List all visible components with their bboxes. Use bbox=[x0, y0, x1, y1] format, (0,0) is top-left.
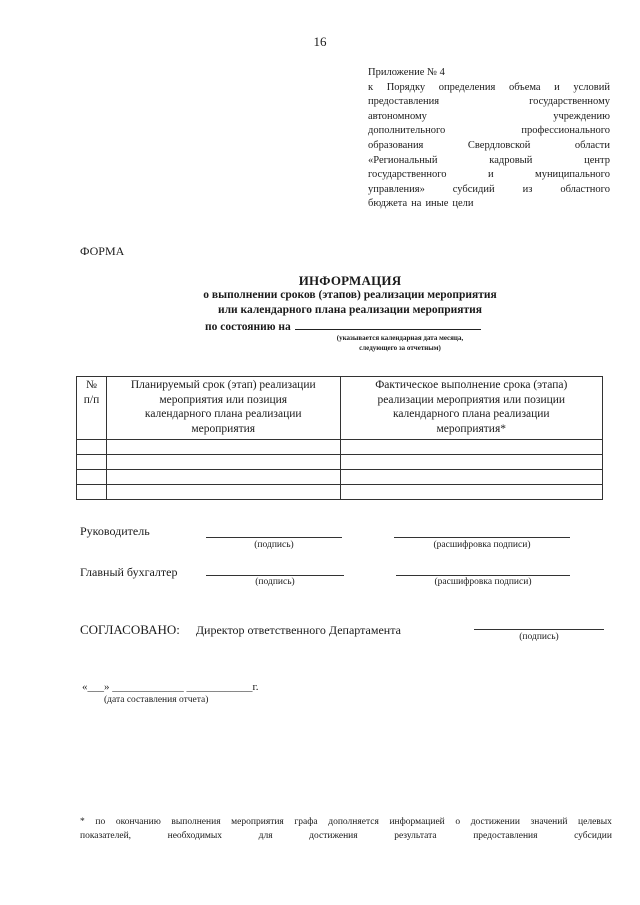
cell-planned[interactable] bbox=[106, 485, 340, 500]
cell-actual[interactable] bbox=[340, 440, 602, 455]
appendix-word: Приложение № 4 bbox=[368, 67, 445, 78]
footnote-word: целевых bbox=[578, 817, 612, 827]
appendix-word: образования bbox=[368, 139, 424, 151]
header-line: календарного плана реализации bbox=[392, 408, 550, 420]
table-row bbox=[77, 455, 603, 470]
agreed-signature-caption: (подпись) bbox=[519, 632, 559, 642]
footnote-word: * bbox=[80, 817, 85, 827]
appendix-word: «Региональный bbox=[368, 154, 438, 166]
appendix-word: объема bbox=[508, 81, 541, 93]
appendix-word: государственного bbox=[368, 169, 447, 181]
cell-actual[interactable] bbox=[340, 470, 602, 485]
agreed-label: СОГЛАСОВАНО: bbox=[80, 622, 180, 637]
appendix-word: автономному bbox=[368, 110, 427, 122]
appendix-line bbox=[368, 110, 610, 125]
accountant-label: Главный бухгалтер bbox=[80, 565, 178, 579]
appendix-word: Свердловской bbox=[467, 139, 531, 151]
footnote bbox=[80, 815, 612, 843]
appendix-line bbox=[368, 66, 610, 81]
appendix-word: цели bbox=[452, 198, 474, 210]
appendix-word: Порядку bbox=[386, 81, 426, 93]
state-date-note bbox=[300, 334, 500, 353]
appendix-word: областного bbox=[560, 183, 610, 195]
footnote-word: достижении bbox=[470, 817, 520, 827]
footnote-word: мероприятия bbox=[231, 817, 284, 827]
appendix-word: профессионального bbox=[521, 125, 610, 137]
appendix-word: управления» bbox=[368, 183, 425, 195]
schedule-table bbox=[76, 376, 603, 500]
appendix-line bbox=[368, 197, 610, 212]
cell-number[interactable] bbox=[77, 470, 107, 485]
cell-planned[interactable] bbox=[106, 455, 340, 470]
appendix-note bbox=[368, 66, 610, 212]
footnote-word: окончанию bbox=[115, 817, 161, 827]
footnote-word: значений bbox=[530, 817, 568, 827]
table-row bbox=[77, 485, 603, 500]
header-line: мероприятия bbox=[191, 422, 256, 435]
state-date-line bbox=[205, 318, 481, 333]
footnote-line bbox=[80, 815, 612, 829]
table-row bbox=[77, 440, 603, 455]
appendix-line bbox=[368, 154, 610, 169]
state-date-note-line-2: следующего за отчетным) bbox=[359, 343, 441, 352]
cell-planned[interactable] bbox=[106, 440, 340, 455]
footnote-word: результата bbox=[394, 831, 437, 841]
appendix-word: субсидий bbox=[452, 183, 495, 195]
document-subtitle-line-2: или календарного плана реализации мероприятия bbox=[217, 304, 483, 316]
header-line: мероприятия* bbox=[436, 422, 506, 435]
footnote-word: достижения bbox=[309, 831, 358, 841]
footnote-word: показателей, bbox=[80, 831, 132, 841]
footnote-word: графа bbox=[294, 817, 318, 827]
cell-number[interactable] bbox=[77, 440, 107, 455]
cell-number[interactable] bbox=[77, 455, 107, 470]
appendix-line bbox=[368, 124, 610, 139]
table-row bbox=[77, 470, 603, 485]
accountant-signature-line[interactable] bbox=[206, 574, 344, 576]
state-date-blank bbox=[295, 318, 481, 330]
table-header-row bbox=[77, 377, 603, 440]
appendix-word: области bbox=[574, 139, 610, 151]
column-header-number bbox=[77, 377, 107, 440]
footnote-word: информацией bbox=[389, 817, 445, 827]
appendix-word: определения bbox=[438, 81, 496, 93]
state-date-label: по состоянию на bbox=[205, 321, 291, 333]
appendix-word: кадровый bbox=[489, 154, 533, 166]
appendix-word: и bbox=[487, 169, 494, 181]
header-line: № bbox=[85, 379, 97, 391]
head-label: Руководитель bbox=[80, 524, 150, 538]
footnote-line bbox=[80, 829, 612, 843]
appendix-word: бюджета bbox=[368, 198, 408, 210]
appendix-word: на bbox=[411, 198, 422, 210]
accountant-decoding-line[interactable] bbox=[396, 574, 570, 576]
appendix-word: центр bbox=[584, 154, 610, 166]
column-header-actual bbox=[340, 377, 602, 440]
accountant-decoding-caption: (расшифровка подписи) bbox=[434, 577, 532, 587]
head-decoding-line[interactable] bbox=[394, 536, 570, 538]
document-title: ИНФОРМАЦИЯ bbox=[298, 273, 402, 288]
cell-number[interactable] bbox=[77, 485, 107, 500]
footnote-word: по bbox=[95, 817, 106, 827]
appendix-word: муниципального bbox=[535, 169, 610, 181]
header-line: мероприятия или позиция bbox=[159, 393, 288, 406]
appendix-word: к bbox=[368, 81, 374, 93]
footnote-word: для bbox=[258, 831, 273, 841]
appendix-line bbox=[368, 168, 610, 183]
appendix-word: дополнительного bbox=[368, 125, 446, 137]
accountant-signature-caption: (подпись) bbox=[255, 577, 295, 587]
appendix-word: условий bbox=[573, 81, 610, 93]
head-signature-caption: (подпись) bbox=[254, 540, 294, 550]
report-date-caption: (дата составления отчета) bbox=[104, 695, 209, 705]
appendix-word: учреждению bbox=[553, 110, 610, 122]
agreed-block bbox=[80, 622, 401, 638]
footnote-word: дополняется bbox=[328, 817, 379, 827]
appendix-word: предоставления bbox=[368, 96, 440, 108]
appendix-line bbox=[368, 183, 610, 198]
header-line: календарного плана реализации bbox=[144, 408, 302, 420]
column-header-planned bbox=[106, 377, 340, 440]
head-decoding-caption: (расшифровка подписи) bbox=[433, 540, 531, 550]
agreed-signature-line[interactable] bbox=[474, 628, 604, 630]
cell-actual[interactable] bbox=[340, 485, 602, 500]
appendix-line bbox=[368, 81, 610, 96]
footnote-word: о bbox=[455, 817, 461, 827]
footnote-word: субсидии bbox=[574, 831, 612, 841]
appendix-word: иные bbox=[425, 198, 449, 210]
appendix-word: из bbox=[522, 183, 533, 195]
header-line: Планируемый срок (этап) реализации bbox=[130, 379, 316, 391]
header-line: Фактическое выполнение срока (этапа) bbox=[375, 379, 568, 391]
header-line: п/п bbox=[83, 393, 100, 406]
footnote-word: выполнения bbox=[171, 817, 221, 827]
appendix-word: государственному bbox=[529, 96, 610, 108]
appendix-line bbox=[368, 95, 610, 110]
appendix-word: и bbox=[554, 81, 560, 93]
state-date-note-line-1: (указывается календарная дата месяца, bbox=[336, 334, 464, 342]
director-title: Директор ответственного Департамента bbox=[195, 623, 401, 637]
footnote-word: предоставления bbox=[473, 831, 538, 841]
form-label: ФОРМА bbox=[80, 244, 125, 258]
head-signature-line[interactable] bbox=[206, 536, 342, 538]
cell-planned[interactable] bbox=[106, 470, 340, 485]
document-subtitle-line-1: о выполнении сроков (этапов) реализации мероприятия bbox=[203, 289, 497, 301]
appendix-line bbox=[368, 139, 610, 154]
page-number: 16 bbox=[313, 34, 327, 49]
footnote-word: необходимых bbox=[167, 831, 223, 841]
cell-actual[interactable] bbox=[340, 455, 602, 470]
header-line: реализации мероприятия или позиции bbox=[377, 393, 566, 406]
report-date-line[interactable]: «___» _____________ ____________г. bbox=[82, 681, 259, 693]
